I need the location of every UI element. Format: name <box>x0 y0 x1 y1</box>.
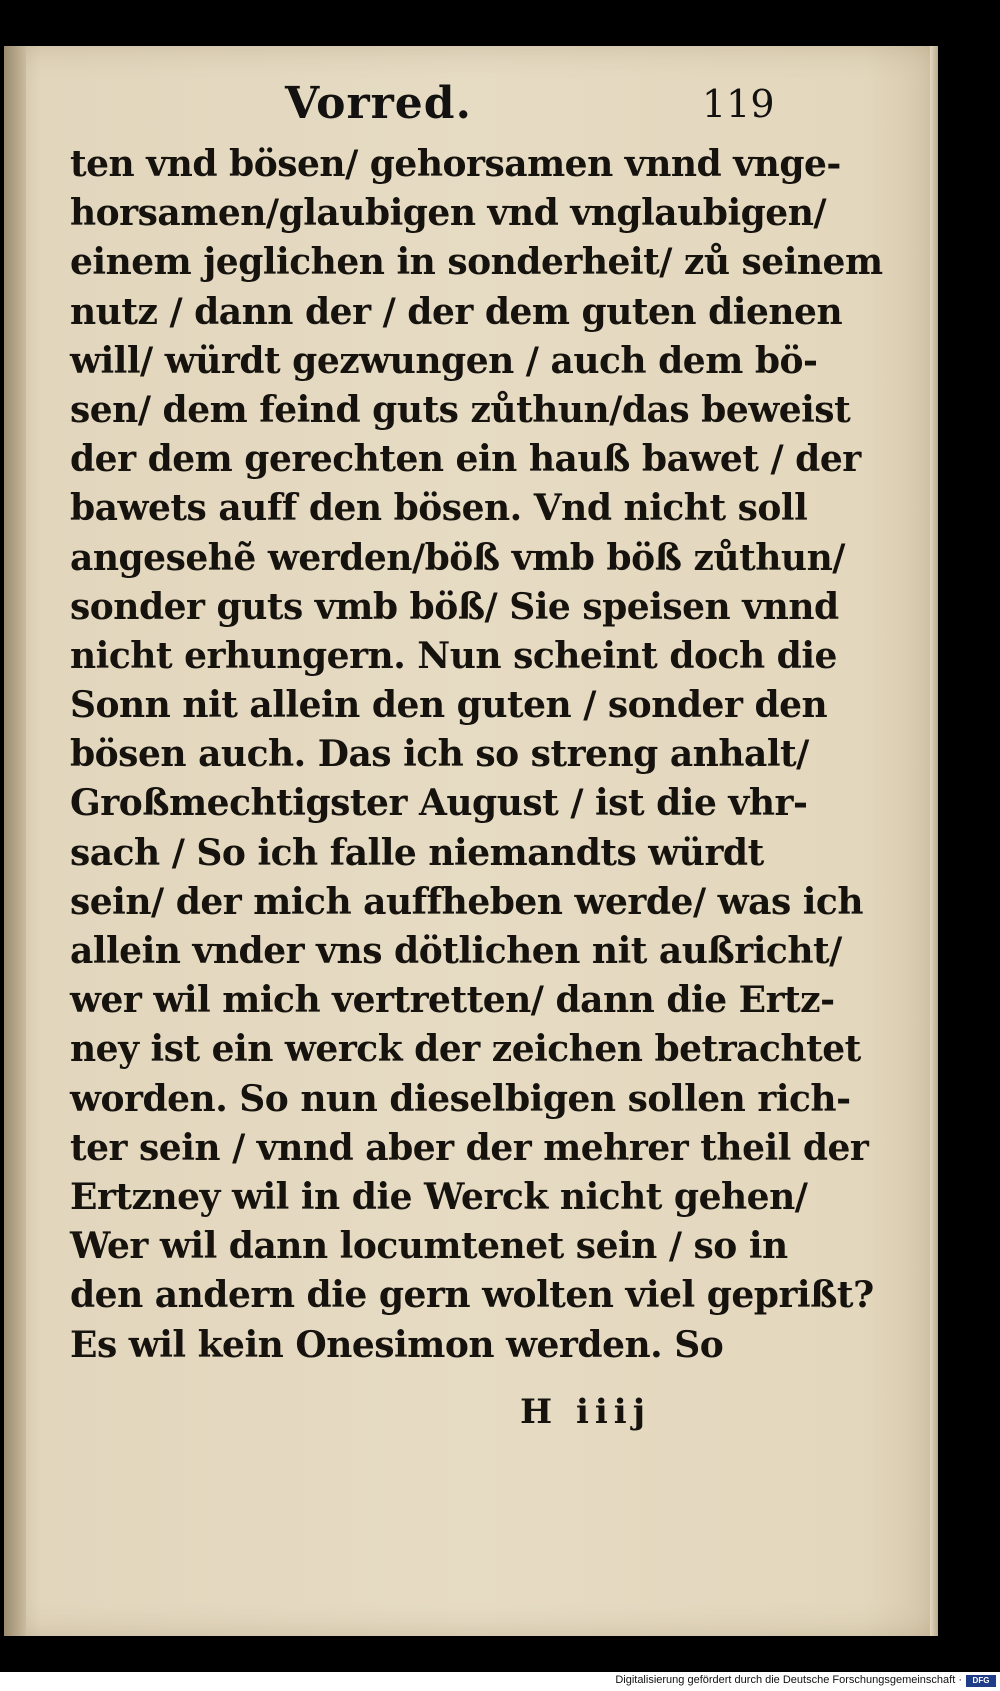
text-line: einem jeglichen in sonderheit/ zů seinem <box>70 241 883 284</box>
text-line: Großmechtigster August / ist die vhr- <box>70 782 808 825</box>
funding-credit: Digitalisierung gefördert durch die Deutsche Forschungsgemeinschaft · <box>615 1674 962 1686</box>
text-line: allein vnder vns dötlichen nit außricht/ <box>70 930 842 972</box>
text-line: bösen auch. Das ich so streng anhalt/ <box>70 733 809 776</box>
text-line: nutz / dann der / der dem guten dienen <box>70 290 843 333</box>
text-line: sach / So ich falle niemandts würdt <box>70 831 764 874</box>
text-line: sein/ der mich auffheben werde/ was ich <box>70 880 864 923</box>
text-line: ter sein / vnnd aber der mehrer theil der <box>70 1126 869 1169</box>
text-line: Ertzney wil in die Werck nicht gehen/ <box>70 1175 808 1218</box>
digitization-footer <box>0 1672 1000 1691</box>
signature-mark: H iiij <box>520 1392 652 1432</box>
page-gutter <box>4 46 26 1636</box>
text-line: Es wil kein Onesimon werden. So <box>70 1323 724 1366</box>
text-line: Wer wil dann locumtenet sein / so in <box>70 1225 788 1268</box>
body-text <box>70 140 883 1370</box>
text-line: Sonn nit allein den guten / sonder den <box>70 684 828 727</box>
text-line: wer wil mich vertretten/ dann die Ertz- <box>70 979 835 1022</box>
running-head <box>0 78 1000 138</box>
text-line: will/ würdt gezwungen / auch dem bö- <box>70 339 818 382</box>
text-line: den andern die gern wolten viel geprißt? <box>70 1274 874 1317</box>
text-line: sonder guts vmb böß/ Sie speisen vnnd <box>70 585 839 628</box>
page-edge <box>930 46 938 1636</box>
text-line: nicht erhungern. Nun scheint doch die <box>70 634 837 677</box>
text-line: der dem gerechten ein hauß bawet / der <box>70 438 861 481</box>
text-line: horsamen/glaubigen vnd vnglaubigen/ <box>70 192 827 235</box>
text-line: bawets auff den bösen. Vnd nicht soll <box>70 487 808 530</box>
text-line: worden. So nun dieselbigen sollen rich- <box>70 1077 851 1120</box>
page-number: 119 <box>702 82 775 126</box>
text-line: ten vnd bösen/ gehorsamen vnnd vnge- <box>70 143 841 185</box>
running-head-title: Vorred. <box>285 78 472 129</box>
text-line: sen/ dem feind guts zůthun/das beweist <box>70 388 851 431</box>
dfg-logo: DFG <box>966 1675 996 1687</box>
text-line: ney ist ein werck der zeichen betrachtet <box>70 1028 861 1071</box>
text-line: angesehẽ werden/böß vmb böß zůthun/ <box>70 536 845 579</box>
